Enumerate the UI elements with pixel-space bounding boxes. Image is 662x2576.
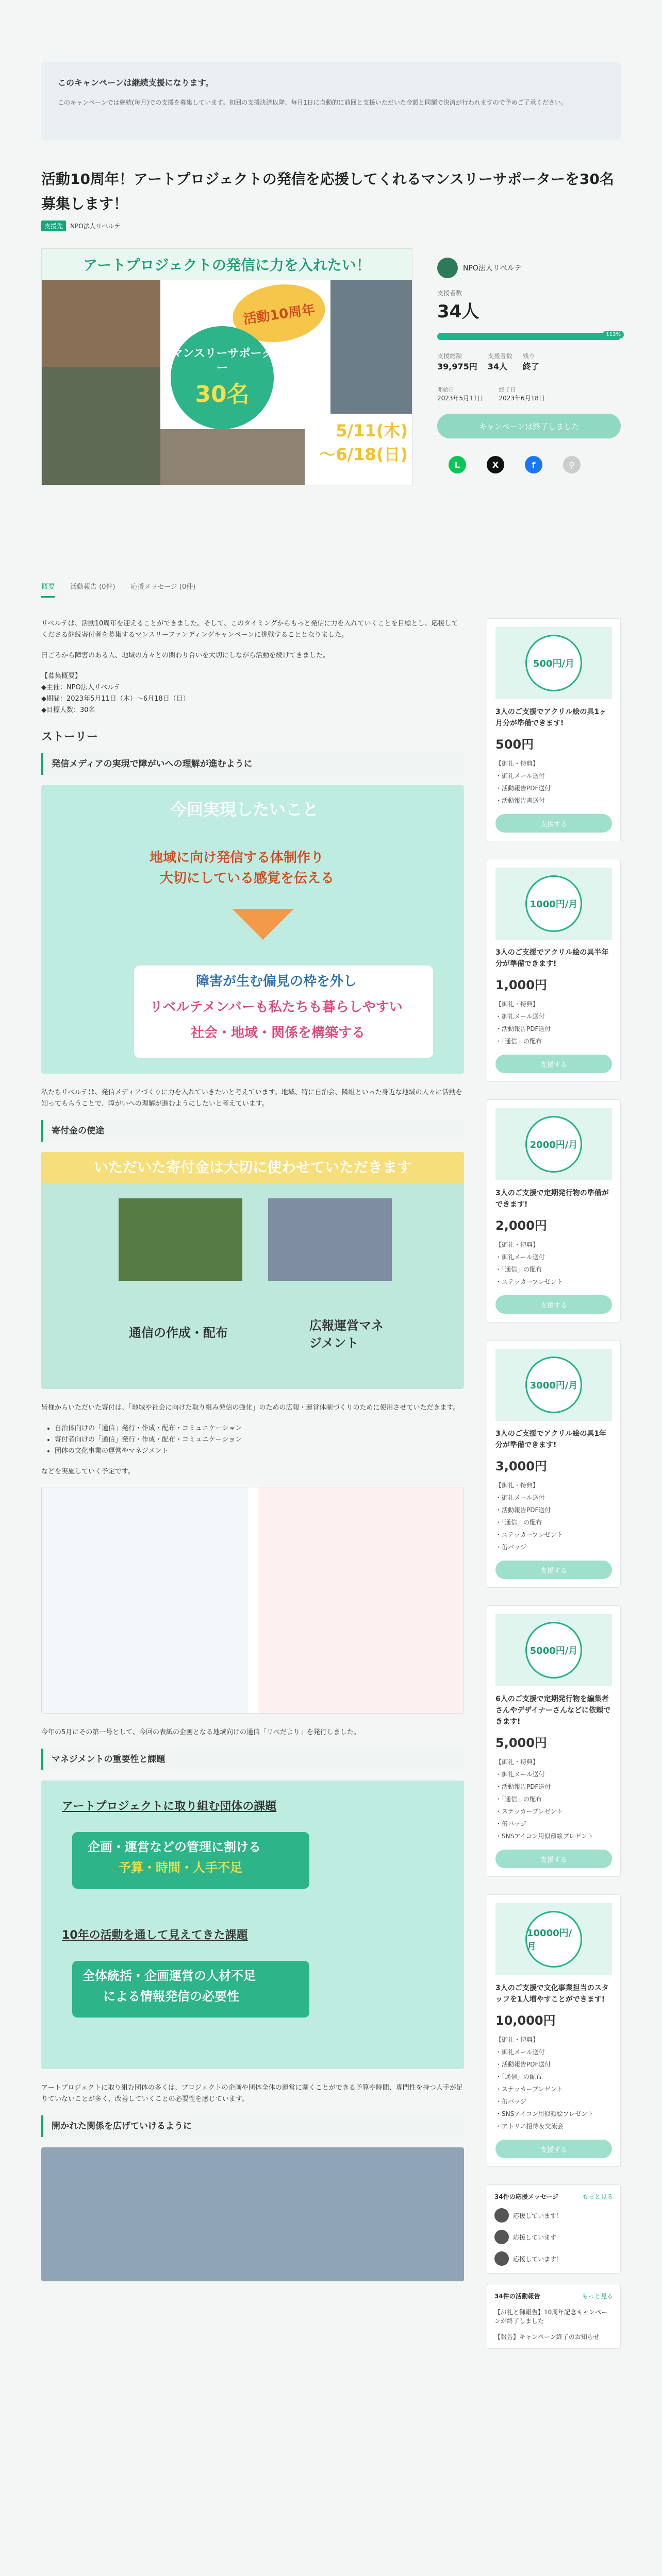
img2-photo-1 [119, 1198, 242, 1281]
goal-circle-label: マンスリーサポーター [171, 347, 273, 375]
messages-panel [487, 2184, 621, 2274]
hero-dates [300, 419, 408, 481]
date-row [437, 385, 621, 402]
reward-image [495, 1614, 612, 1686]
avatar [494, 2230, 509, 2244]
message-item: 応援しています！ [494, 2208, 613, 2223]
list-item: • 団体の文化事業の運営やマネジメント [55, 1446, 464, 1457]
more-link[interactable]: もっと見る [582, 2193, 613, 2200]
reward-price: 2,000円 [495, 1218, 547, 1233]
stat-count: 支援者数 34人 [487, 352, 512, 371]
reward-price: 1,000円 [495, 978, 547, 992]
tab-bar [41, 581, 454, 604]
story-paragraph: 私たちリベルテは、発信メディアづくりに力を入れていきたいと考えています。地域、特に自治会、隣組といった身近な地域の人々に活動を知ってもらうことで、障がいへの理解が進むようにしたいと考えています。 [41, 1089, 462, 1108]
overview-line: 【募集概要】 [41, 672, 82, 680]
img1-line-d: リベルテメンバーも私たちも暮らしやすい [150, 999, 403, 1015]
campaign-ended-button[interactable]: キャンペーンは終了しました [437, 414, 621, 438]
newsletter-page-2 [258, 1487, 464, 1714]
use-list [41, 1423, 464, 1457]
section-heading: マネジメントの重要性と課題 [41, 1749, 464, 1770]
story-image-3 [41, 1781, 464, 2069]
message-item: 応援しています [494, 2230, 613, 2244]
support-button[interactable]: 支援する [495, 1850, 612, 1868]
continuous-support-notice [41, 62, 621, 140]
list-item: • 寄付者向けの「通信」発行・作成・配布・コミュニケーション [55, 1434, 464, 1446]
reward-image [495, 1903, 612, 1975]
story-paragraph: 今年の5月にその第一号として、今回の表紙の企画となる地域向けの通信「リベだより」を発行しました。 [41, 1728, 360, 1736]
img2-title: いただいた寄付金は大切に使わせていただきます [41, 1152, 464, 1183]
tab-overview[interactable]: 概要 [41, 581, 55, 598]
story-image-2 [41, 1152, 464, 1389]
reward-price: 500円 [495, 737, 534, 752]
reward-price-badge: 3000円/月 [525, 1357, 582, 1413]
list-item: • 自治体向けの「通信」発行・作成・配布・コミュニケーション [55, 1423, 464, 1434]
reward-card[interactable] [487, 859, 621, 1082]
hero-headline: アートプロジェクトの発信に力を入れたい！ [42, 249, 412, 280]
supporters-label: 支援者数 [437, 290, 462, 297]
hero-image [41, 248, 412, 485]
support-button[interactable]: 支援する [495, 1295, 612, 1314]
support-button[interactable]: 支援する [495, 814, 612, 833]
reward-items: 【御礼・特典】 ・御礼メール送付 ・活動報告PDF送付 ・「通信」の配布 ・ステッカープレゼント ・缶バッジ ・SNSアイコン用似顔絵プレゼント [495, 1758, 594, 1840]
reward-title: 3人のご支援でアクリル絵の具半年分が準備できます! [495, 948, 609, 968]
reward-title: 3人のご支援で定期発行物の準備ができます! [495, 1189, 609, 1209]
reward-price-badge: 500円/月 [525, 635, 582, 691]
progress-fill [437, 333, 621, 340]
reward-price-badge: 1000円/月 [525, 875, 582, 932]
progress-percent: 113% [603, 331, 624, 338]
end-date: 終了日 2023年6月18日 [499, 386, 545, 402]
goal-circle [171, 326, 274, 429]
img1-line-c: 障害が生む偏見の枠を外し [196, 974, 357, 989]
img3-line-f: による情報発信の必要性 [103, 1989, 239, 2004]
reports-panel [487, 2284, 621, 2349]
org-info[interactable] [437, 258, 621, 278]
reward-items: 【御礼・特典】 ・御礼メール送付 ・活動報告PDF送付 ・「通信」の配布 ・ステッカープレゼント ・缶バッジ [495, 1482, 563, 1551]
x-icon[interactable]: X [487, 456, 504, 473]
newsletter-page-1 [42, 1487, 248, 1714]
anniversary-badge: 活動10周年 [229, 279, 329, 348]
reward-items: 【御礼・特典】 ・御礼メール送付 ・活動報告PDF送付 ・活動報告書送付 [495, 760, 551, 804]
report-item[interactable]: 【報告】キャンペーン終了のお知らせ [494, 2333, 600, 2341]
stats-row [437, 351, 621, 372]
img1-line-a: 地域に向け発信する体制作り [150, 850, 324, 866]
reward-title: 3人のご支援で文化事業担当のスタッフを1人増やすことができます! [495, 1984, 609, 2004]
reward-title: 3人のご支援でアクリル絵の具1年分が準備できます! [495, 1430, 607, 1449]
img1-line-b: 大切にしている感覚を伝える [160, 871, 335, 886]
img3-line-b: 企画・運営などの管理に割ける [88, 1840, 261, 1854]
tab-reports[interactable]: 活動報告 (0件) [70, 583, 115, 591]
page-title: 活動10周年！アートプロジェクトの発信を応援してくれるマンスリーサポーターを30名募集します！ [41, 171, 614, 212]
overview-line: ◆目標人数：30名 [41, 706, 95, 714]
messages-header: 34件の応援メッセージ もっと見る [494, 2193, 613, 2200]
img2-label-b: 広報運営マネジメント [309, 1318, 384, 1350]
hero-photo-3 [330, 280, 412, 414]
img1-title: 今回実現したいこと [170, 800, 319, 819]
reward-image [495, 627, 612, 699]
newsletter-image [41, 1487, 464, 1714]
reward-image [495, 1108, 612, 1180]
reward-card[interactable] [487, 618, 621, 841]
support-button[interactable]: 支援する [495, 1561, 612, 1579]
supporters-count: 34人 [437, 301, 479, 322]
reward-title: 6人のご支援で定期発行物を編集者さんやデザイナーさんなどに依頼できます! [495, 1695, 611, 1726]
reward-card[interactable] [487, 1894, 621, 2167]
story-paragraph: アートプロジェクトに取り組む団体の多くは、プロジェクトの企画や団体全体の運営に割くことができる予算や時間、専門性を持つ人手が足りていないことが多く、改善していくことの必要性を感じています。 [41, 2084, 463, 2103]
reward-price-badge: 5000円/月 [525, 1622, 582, 1679]
overview-line: ◆主催：NPO法人リベルテ [41, 684, 121, 691]
more-link[interactable]: もっと見る [582, 2293, 613, 2300]
hero-photo-4 [160, 429, 305, 485]
img3-title-d: 10年の活動を通して見えてきた課題 [62, 1929, 248, 1942]
img2-photo-2 [268, 1198, 392, 1281]
reward-price: 5,000円 [495, 1736, 547, 1750]
img3-title-a: アートプロジェクトに取り組む団体の課題 [62, 1800, 277, 1813]
intro-paragraph: 日ごろから障害のある人、地域の方々との関わり合いを大切にしながら活動を続けてきました。 [41, 652, 330, 659]
reward-price: 3,000円 [495, 1459, 547, 1473]
reward-title: 3人のご支援でアクリル絵の具1ヶ月分が準備できます! [495, 708, 607, 727]
tab-messages[interactable]: 応援メッセージ (0件) [130, 583, 196, 591]
avatar [494, 2251, 509, 2266]
hero-photo-2 [42, 367, 160, 485]
goal-circle-count: 30名 [195, 381, 250, 408]
main-content [41, 618, 464, 2295]
line-icon[interactable]: L [449, 456, 466, 473]
reward-items: 【御礼・特典】 ・御礼メール送付 ・活動報告PDF送付 ・「通信」の配布 [495, 1001, 551, 1045]
start-date: 開始日 2023年5月11日 [437, 386, 484, 402]
story-heading: ストーリー [41, 731, 98, 743]
category-tag: 支援先 [41, 221, 66, 231]
img2-label-a: 通信の作成・配布 [129, 1326, 228, 1340]
reports-header: 34件の活動報告 もっと見る [494, 2293, 613, 2300]
avatar [494, 2208, 509, 2223]
org-logo [437, 258, 458, 278]
story-photo-town [41, 2147, 464, 2281]
support-button[interactable]: 支援する [495, 1055, 612, 1073]
link-icon[interactable]: ⚲ [563, 456, 581, 473]
reward-list [487, 618, 621, 2359]
overview-line: ◆期間：2023年5月11日（木）〜6月18日（日） [41, 695, 190, 703]
hero-date-end: 〜6/18(日) [319, 445, 408, 464]
support-button[interactable]: 支援する [495, 2140, 612, 2158]
reward-items: 【御礼・特典】 ・御礼メール送付 ・活動報告PDF送付 ・「通信」の配布 ・ステッカープレゼント ・缶バッジ ・SNSアイコン用似顔絵プレゼント ・アトリエ招待＆交流会 [495, 2036, 594, 2130]
org-name: NPO法人リベルテ [463, 264, 522, 273]
progress-bar [437, 333, 621, 340]
hero-date-start: 5/11(木) [336, 421, 408, 440]
campaign-sidebar [437, 258, 621, 473]
story-paragraph: 皆様からいただいた寄付は、「地域や社会に向けた取り組み発信の強化」のための広報・運営体制づくりのために使用させていただきます。 [41, 1404, 460, 1412]
share-row [437, 456, 621, 473]
stat-amount: 支援総額 39,975円 [437, 352, 477, 371]
reward-image [495, 868, 612, 940]
section-heading: 寄付金の使途 [41, 1120, 464, 1142]
img3-line-e: 全体統括・企画運営の人材不足 [82, 1969, 256, 1983]
reward-card[interactable] [487, 1605, 621, 1877]
reward-card[interactable] [487, 1099, 621, 1323]
report-item[interactable]: 【お礼と御報告】10周年記念キャンペーンが終了しました [494, 2309, 608, 2325]
story-image-1 [41, 785, 464, 1074]
hero-photo-1 [42, 280, 160, 367]
section-heading: 開かれた関係を広げていけるように [41, 2115, 464, 2137]
story-paragraph: などを実施していく予定です。 [41, 1468, 135, 1476]
section-heading: 発信メディアの実現で障がいへの理解が進むように [41, 753, 464, 775]
notice-body: このキャンペーンでは継続(毎月)での支援を募集しています。初回の支援決済以降、毎月1日に自動的に前回と支援いただいた金額と同額で決済が行われますので予めご了承ください。 [58, 99, 567, 106]
reward-items: 【御礼・特典】 ・御礼メール送付 ・「通信」の配布 ・ステッカープレゼント [495, 1241, 563, 1285]
reward-price-badge: 10000円/月 [525, 1911, 582, 1968]
tag-row [41, 221, 120, 231]
facebook-icon[interactable]: f [525, 456, 542, 473]
arrow-down-icon [232, 909, 294, 940]
notice-title: このキャンペーンは継続支援になります。 [58, 78, 214, 88]
reward-image [495, 1349, 612, 1421]
reward-price: 10,000円 [495, 2013, 556, 2028]
stat-remain: 残り 終了 [522, 352, 539, 371]
img3-line-c: 予算・時間・人手不足 [119, 1860, 242, 1875]
intro-paragraph: リベルテは、活動10周年を迎えることができました。そして、このタイミングからもっと発信に力を入れていくことを目標とし、応援してくださる継続寄付者を募集するマンスリーファンディングキャンペーンに挑戦することとなりました。 [41, 620, 458, 639]
img1-line-e: 社会・地域・関係を構築する [191, 1025, 366, 1041]
message-item: 応援しています！ [494, 2251, 613, 2266]
org-link[interactable]: NPO法人リベルテ [70, 223, 121, 230]
reward-card[interactable] [487, 1340, 621, 1588]
reward-price-badge: 2000円/月 [525, 1116, 582, 1173]
